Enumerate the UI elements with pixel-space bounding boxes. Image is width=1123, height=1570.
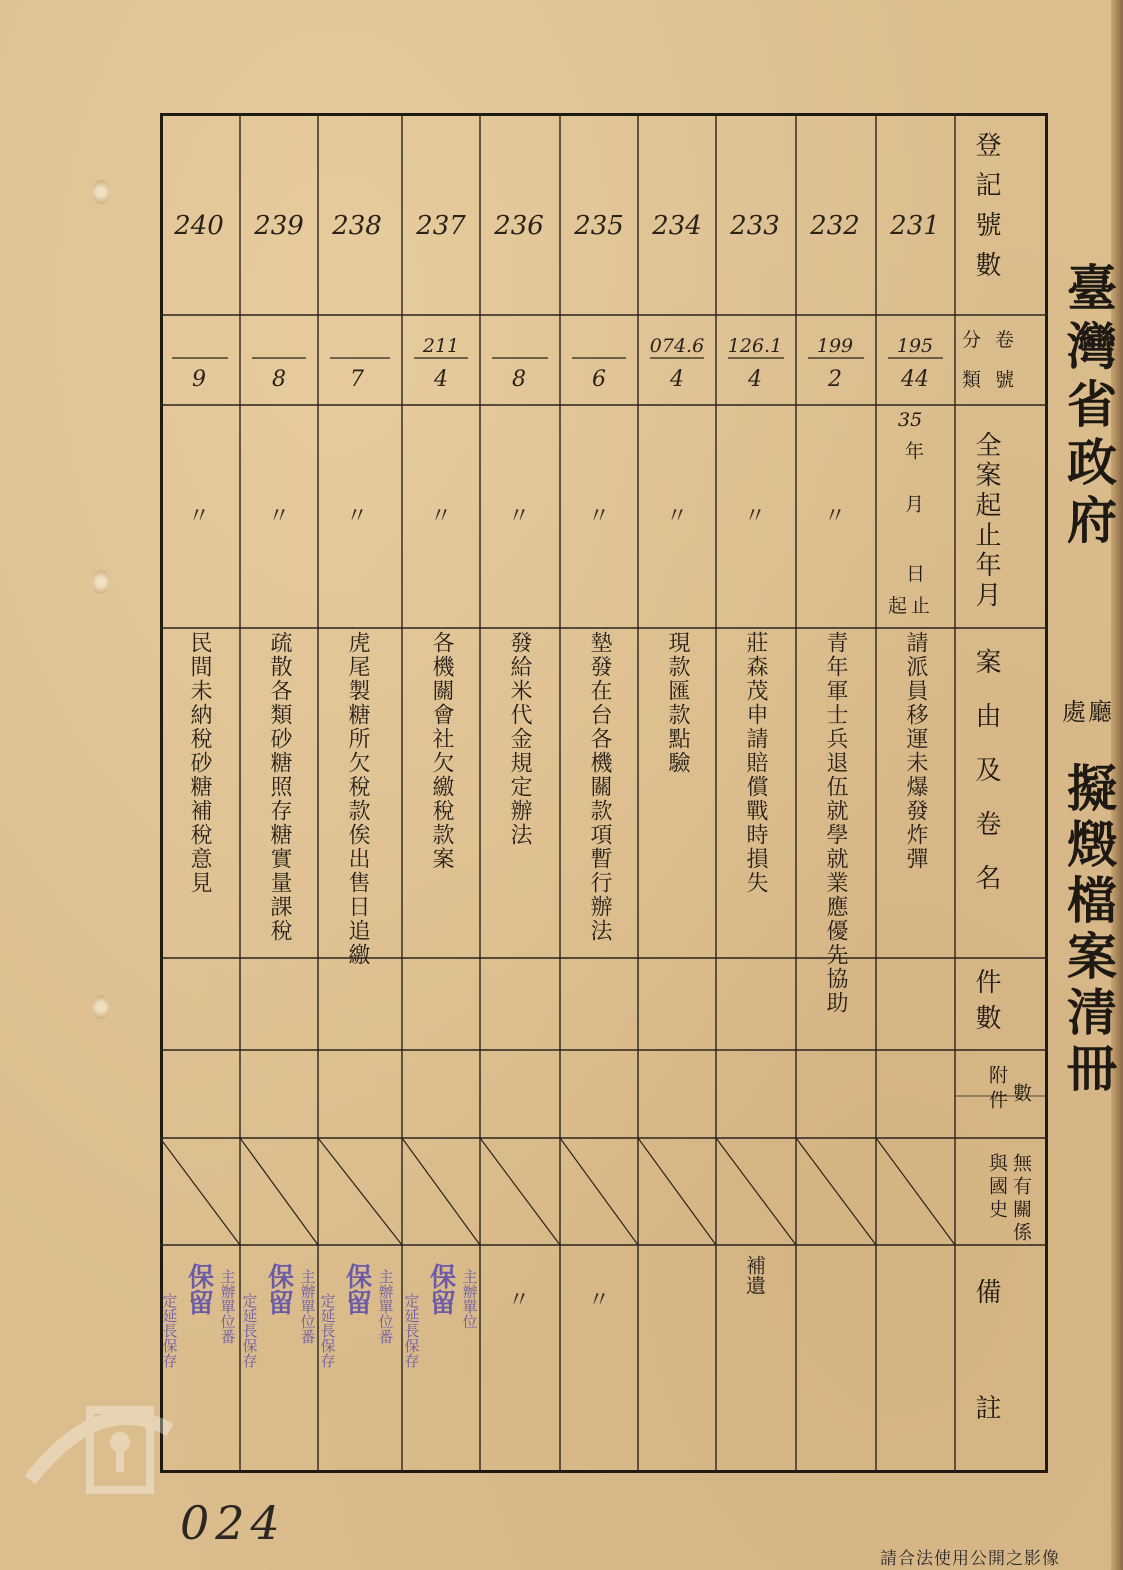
case-title xyxy=(318,631,396,967)
ditto-mark: 〃 xyxy=(823,504,846,529)
case-title-text: 請派員移運未爆發炸彈 xyxy=(903,631,928,871)
retention-stamp xyxy=(160,1263,238,1368)
reg-number: 234 xyxy=(652,211,702,241)
first-year: 35 xyxy=(898,409,923,431)
case-title xyxy=(160,631,238,895)
class-bottom: 4 xyxy=(434,367,448,392)
remark-note xyxy=(716,1255,794,1295)
reg-number: 239 xyxy=(254,211,304,241)
case-title xyxy=(402,631,480,871)
reg-number: 238 xyxy=(332,211,382,241)
class-bottom: 7 xyxy=(350,367,364,392)
punch-hole xyxy=(92,570,110,594)
ditto-mark: 〃 xyxy=(507,504,530,529)
ditto-mark: 〃 xyxy=(665,504,688,529)
stamp-extend: 定延長保存 xyxy=(318,1293,337,1368)
case-title-text: 墊發在台各機關款項暫行辦法 xyxy=(587,631,612,943)
reg-number: 231 xyxy=(890,211,940,241)
case-title-text: 莊森茂申請賠償戰時損失 xyxy=(743,631,768,895)
ditto-mark: 〃 xyxy=(587,504,610,529)
reg-number: 237 xyxy=(416,211,466,241)
case-title xyxy=(876,631,954,871)
remark-note-text: 補遺 xyxy=(742,1255,767,1295)
class-bottom: 6 xyxy=(592,367,606,392)
case-title-text: 現款匯款點驗 xyxy=(665,631,690,775)
list-title: 擬燬檔案清冊 xyxy=(1059,762,1118,1098)
reg-number: 235 xyxy=(574,211,624,241)
stamp-keep: 保留 xyxy=(183,1263,214,1315)
ditto-mark: 〃 xyxy=(429,504,452,529)
header-relation-b: 無有關係 xyxy=(1010,1153,1032,1245)
retention-stamp xyxy=(318,1263,396,1368)
stamp-keep: 保留 xyxy=(263,1263,294,1315)
case-title xyxy=(638,631,716,775)
reg-number: 236 xyxy=(494,211,544,241)
remark-ditto: 〃 xyxy=(587,1288,610,1313)
case-title xyxy=(796,631,874,1015)
class-bottom: 4 xyxy=(748,367,762,392)
header-attach-a: 附件 xyxy=(986,1065,1008,1115)
class-top: 211 xyxy=(422,335,460,357)
reg-number: 232 xyxy=(810,211,860,241)
header-remark: 備註 xyxy=(971,1278,1001,1510)
stamp-unit: 主辦單位番 xyxy=(218,1269,237,1344)
case-title xyxy=(560,631,638,943)
class-bottom: 9 xyxy=(192,367,206,392)
stamp-keep: 保留 xyxy=(341,1263,372,1315)
case-title xyxy=(240,631,318,943)
archive-watermark-icon xyxy=(20,1370,180,1500)
class-top: 126.1 xyxy=(727,335,783,357)
case-title-text: 發給米代金規定辦法 xyxy=(507,631,532,847)
case-title-text: 民間未納稅砂糖補稅意見 xyxy=(187,631,212,895)
stamp-extend: 定延長保存 xyxy=(240,1293,259,1368)
ditto-mark: 〃 xyxy=(345,504,368,529)
case-title-text: 虎尾製糖所欠稅款俟出售日追繳 xyxy=(345,631,370,967)
header-count: 件數 xyxy=(971,968,1001,1040)
period-start-end: 起止 xyxy=(888,595,935,617)
office-label: 處廳 xyxy=(1062,698,1114,726)
retention-stamp xyxy=(402,1263,480,1368)
remark-ditto: 〃 xyxy=(507,1288,530,1313)
class-top: 199 xyxy=(816,335,854,357)
class-bottom: 44 xyxy=(901,367,929,392)
stamp-unit: 主辦單位番 xyxy=(298,1269,317,1344)
stamp-unit: 主辦單位 xyxy=(460,1269,479,1329)
case-title xyxy=(480,631,558,847)
header-class-top: 分卷 xyxy=(962,329,1029,351)
reg-number: 240 xyxy=(174,211,224,241)
stamp-extend: 定延長保存 xyxy=(402,1293,421,1368)
class-bottom: 8 xyxy=(272,367,286,392)
punch-hole xyxy=(92,995,110,1019)
header-attach-b: 數 xyxy=(1010,1083,1032,1102)
government-title: 臺灣省政府 xyxy=(1059,262,1118,552)
ditto-mark: 〃 xyxy=(743,504,766,529)
class-top: 195 xyxy=(896,335,934,357)
class-top: 074.6 xyxy=(649,335,705,357)
usage-footer: 請合法使用公開之影像 xyxy=(880,1549,1060,1569)
class-bottom: 4 xyxy=(670,367,684,392)
class-bottom: 2 xyxy=(828,367,842,392)
page-number: 024 xyxy=(180,1496,286,1550)
period-day: 日 xyxy=(906,563,926,585)
ditto-mark: 〃 xyxy=(187,504,210,529)
case-title-text: 青年軍士兵退伍就學就業應優先協助 xyxy=(823,631,848,1015)
ditto-mark: 〃 xyxy=(267,504,290,529)
retention-stamp xyxy=(240,1263,318,1368)
header-class-bottom: 類號 xyxy=(962,369,1029,391)
header-case: 案由及卷名 xyxy=(971,648,1001,918)
case-title-text: 疏散各類砂糖照存糖實量課稅 xyxy=(267,631,292,943)
period-year-month: 年月 xyxy=(902,441,924,547)
stamp-unit: 主辦單位番 xyxy=(376,1269,395,1344)
punch-hole xyxy=(92,180,110,204)
destruction-list-table xyxy=(160,113,1048,1550)
class-bottom: 8 xyxy=(512,367,526,392)
header-period: 全案起止年月 xyxy=(971,431,1001,611)
header-relation-a: 與國史 xyxy=(986,1153,1008,1222)
reg-number: 233 xyxy=(730,211,780,241)
case-title xyxy=(716,631,794,895)
header-reg-no: 登記號數 xyxy=(971,131,1001,291)
case-title-text: 各機關會社欠繳稅款案 xyxy=(429,631,454,871)
stamp-extend: 定延長保存 xyxy=(160,1293,179,1368)
stamp-keep: 保留 xyxy=(425,1263,456,1315)
